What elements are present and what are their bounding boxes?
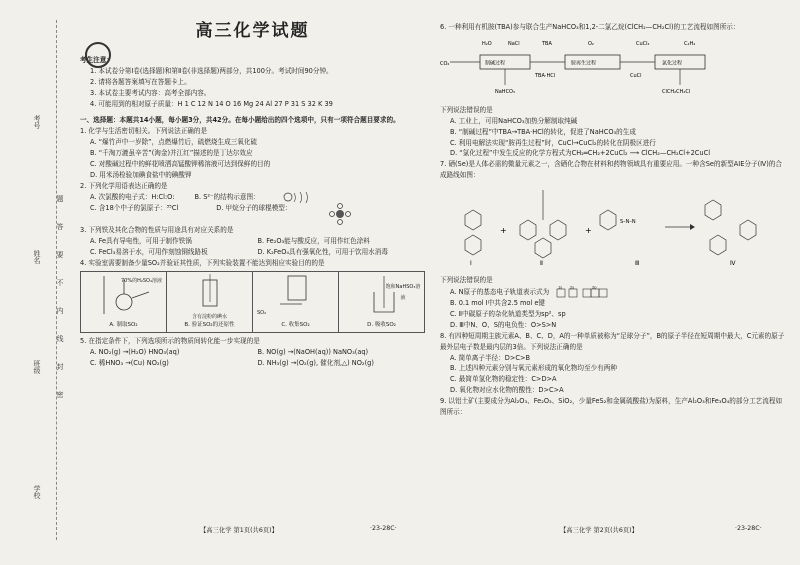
q7-option-c: C. Ⅱ中碳原子的杂化轨道类型为sp²、sp (450, 309, 566, 318)
collection-bottle-diagram (276, 272, 316, 312)
q2-row-2 (80, 203, 425, 225)
q6-stem: 下列说法错误的是 (440, 105, 493, 114)
q2-row-1 (80, 192, 425, 203)
q5-option-c: C. 稀HNO₃ →(Cu) NO₂(g) (90, 359, 169, 368)
margin-label-6: 线 (56, 335, 64, 342)
question-6: 6. 一种利用有机胺(TBA)参与联合生产NaHCO₃和1,2-二氯乙烷(ClCH₂—CH₂Cl)的工艺流程如图所示： (440, 23, 740, 31)
question-5: 5. 在指定条件下，下列选项所示的物质间转化能一步实现的是 (80, 337, 260, 346)
q8-option-d: D. 氧化物对应水化物的酸性：D>C>A (450, 386, 564, 395)
q7-option-d: D. Ⅲ中N、O、S的电负性：O>S>N (450, 320, 557, 329)
svg-text:S–N–N: S–N–N (620, 219, 636, 226)
flow-tba: TBA (542, 40, 552, 47)
orbital-diagram (555, 286, 615, 298)
flow-dichloroethane: ClCH₂CH₂Cl (662, 88, 691, 95)
q6-option-d: D. “氯化过程”中发生反应的化学方程式为CH₂═CH₂+2CuCl₂ ⟶ ClCH₂—CH₂Cl+2CuCl (450, 149, 711, 158)
q3-option-c: C. FeCl₃易溶于水，可用作刻蚀铜线路板 (90, 247, 208, 256)
notice-1: 1. 本试卷分第Ⅰ卷(选择题)和第Ⅱ卷(非选择题)两部分，共100分。考试时间90分钟。 (90, 66, 333, 75)
flow-tba-hcl: TBA·HCl (535, 72, 556, 79)
orbital-1s: 1s (558, 285, 563, 290)
label-h2so4: 70%的H₂SO₄溶液 (121, 278, 162, 285)
q7-stem: 下列说法错误的是 (440, 276, 493, 285)
caption-d: D. 吸收SO₂ (367, 321, 396, 328)
q1-option-c: C. 对酸碱过程中的鲜花喷洒高锰酸钾稀溶液可达到保鲜的目的 (90, 160, 271, 169)
apparatus-b (167, 272, 253, 332)
q7-option-a: A. N原子的基态电子轨道表示式为 (450, 287, 550, 296)
apparatus-d (339, 272, 424, 332)
left-column (80, 22, 425, 369)
q7-option-b: B. 0.1 mol Ⅰ中共含2.5 mol e键 (450, 298, 546, 307)
q7-synthesis-route-diagram (440, 185, 770, 267)
flow-c2h4: C₂H₄ (684, 40, 696, 47)
section-heading: 一、选择题：本题共14小题，每小题3分，共42分。在每小题给出的四个选项中，只有一项符合题目要求的。 (80, 116, 400, 125)
q6-process-flow-diagram (440, 35, 740, 97)
question-2: 2. 下列化学用语表达正确的是 (80, 181, 168, 190)
flow-box-amine: 胺再生过程 (571, 60, 597, 67)
margin-label-1: 题 (56, 195, 64, 202)
q2-option-b: B. S²⁻的结构示意图： (194, 192, 260, 201)
flow-cucl: CuCl (630, 72, 642, 79)
gas-bottle-diagram (195, 272, 225, 312)
orbital-2p: 2p (592, 285, 597, 290)
q5-option-b: B. NO(g) →(NaOH(aq)) NaNO₃(aq) (257, 348, 369, 357)
flow-nacl: NaCl (508, 40, 520, 47)
q6-option-a: A. 工业上，可用NaHCO₃加热分解制取纯碱 (450, 116, 578, 125)
q5-option-a: A. NO₂(g) →(H₂O) HNO₃(aq) (90, 348, 180, 357)
label-iodine-water: 含有淀粉的碘水 (191, 314, 227, 321)
s2-structure-diagram (280, 192, 320, 203)
q5-options (80, 347, 425, 369)
footer-left: 【高三化学 第1页(共6页)】 (200, 527, 278, 534)
question-3: 3. 下列铁及其化合物的性质与用途具有对应关系的是 (80, 225, 234, 234)
margin-label-7: 封 (56, 363, 64, 370)
caption-b: B. 验证SO₂的还原性 (184, 321, 235, 328)
caption-c: C. 收集SO₂ (281, 321, 310, 328)
q3-options (80, 236, 425, 258)
question-8: 8. 有四种短周期主族元素A、B、C、D，A的一种单质被称为“足球分子”，B的原子半径在短周期中最大，C元素的原子最外层电子数是最内层的3倍。下列说法正确的是 (440, 331, 785, 351)
footer-right: 【高三化学 第2页(共6页)】 (560, 527, 638, 534)
q8-option-c: C. 最简单氢化物的稳定性：C>D>A (450, 375, 557, 384)
orbital-2s: 2s (570, 285, 575, 290)
apparatus-a (81, 272, 167, 332)
q3-option-b: B. Fe₂O₃能与酸反应，可用作红色涂料 (257, 236, 370, 245)
notice-3: 3. 本试卷主要考试内容：高考全部内容。 (90, 88, 211, 97)
svg-text:+: + (500, 226, 507, 236)
mol-iv: Ⅳ (730, 260, 736, 268)
q8-option-b: B. 上述四种元素分别与氧元素形成的氧化物均至少有两种 (450, 364, 617, 373)
margin-label-2: 答 (56, 223, 64, 230)
q3-option-d: D. K₂FeO₄具有强氧化性，可用于饮用水消毒 (257, 247, 388, 256)
margin-label-3: 要 (56, 251, 64, 258)
flow-o2: O₂ (588, 40, 594, 47)
footer-right-code: ·23-28C· (735, 525, 762, 532)
flow-nahco3: NaHCO₃ (495, 88, 515, 95)
q2-option-d: D. 甲烷分子的球棍模型： (216, 203, 292, 212)
q1-option-d: D. 用米汤检验加碘食盐中的碘酸钾 (90, 170, 192, 179)
page-title: 高三化学试题 (195, 21, 310, 41)
q5-option-d: D. NH₃(g) →(O₂(g), 催化剂,△) NO₂(g) (257, 359, 374, 368)
margin-label-8: 密 (56, 391, 64, 398)
svg-text:+: + (585, 226, 592, 236)
margin-label-class: 班级 (33, 360, 41, 374)
caption-a: A. 制取SO₂ (109, 321, 138, 328)
question-4: 4. 实验室需要制备少量SO₂并验证其性质，下列实验装置不能达到相应实验目的的是 (80, 258, 325, 267)
flow-box-chlorination: 氯化过程 (662, 60, 683, 67)
q7-option-a-row (440, 286, 785, 298)
margin-label-name: 姓名 (33, 250, 41, 264)
q6-option-b: B. “制碱过程”中TBA→TBA·HCl的转化，促进了NaHCO₃的生成 (450, 127, 636, 136)
q3-option-a: A. Fe具有导电性，可用于制作铁锅 (90, 236, 192, 245)
mol-iii: Ⅲ (635, 260, 640, 268)
label-nahso3: 饱和NaHSO₃溶液 (385, 284, 421, 302)
footer-left-code: ·23-28C· (370, 525, 397, 532)
q1-option-b: B. “千淘万漉虽辛苦”(淘金)并江红”描述的是丁达尔效应 (90, 149, 253, 158)
q2-option-c: C. 含18个中子的氯原子：³⁵Cl (90, 203, 179, 212)
notice-4: 4. 可能用到的相对原子质量：H 1 C 12 N 14 O 16 Mg 24 Al 27 P 31 S 32 K 39 (90, 99, 333, 108)
margin-label-exam-no: 考号 (33, 115, 41, 129)
q1-option-a: A. “爆竹声中一岁除”，点燃爆竹后，硫燃烧生成三氧化硫 (90, 138, 258, 147)
flow-box-soda: 制碱过程 (485, 60, 506, 67)
q8-option-a: A. 简单离子半径：D>C>B (450, 353, 530, 362)
notice-title: 考生注意： (80, 55, 113, 64)
q6-option-c: C. 利用电解法实现“胺再生过程”时，CuCl→CuCl₂的转化在阴极区进行 (450, 138, 656, 147)
notice-2: 2. 请将各题答案填写在答题卡上。 (90, 77, 191, 86)
binding-dashed-line (56, 20, 57, 540)
flow-cucl2: CuCl₂ (636, 40, 650, 47)
q2-option-a: A. 次氯酸的电子式：H:Cl:O: (90, 192, 175, 201)
margin-label-4: 不 (56, 279, 64, 286)
question-1: 1. 化学与生活密切相关。下列说法正确的是 (80, 127, 208, 136)
margin-label-school: 学校 (33, 485, 41, 499)
question-7: 7. 硒(Se)是人体必需的微量元素之一，含硒化合物在材料和药物领域具有重要应用。一种含Se的新型AIE分子(Ⅳ)的合成路线如图： (440, 160, 782, 180)
right-column (440, 22, 785, 418)
margin-label-5: 内 (56, 307, 64, 314)
mol-i: Ⅰ (470, 260, 472, 268)
q4-apparatus-table (80, 271, 425, 333)
flow-co2: CO₂ (440, 60, 450, 67)
binding-margin (28, 15, 70, 540)
label-so2: SO₂ (257, 310, 267, 317)
flow-h2o: H₂O (482, 40, 492, 47)
mol-ii: Ⅱ (540, 260, 543, 268)
methane-ball-stick-model (329, 203, 351, 225)
question-9: 9. 以铝土矿(主要成分为Al₂O₃、Fe₂O₃、SiO₂，少量FeS₂和金属硫酸盐)为原料，生产Al₂O₃和Fe₃O₄的部分工艺流程如图所示： (440, 397, 783, 417)
apparatus-c (253, 272, 339, 332)
